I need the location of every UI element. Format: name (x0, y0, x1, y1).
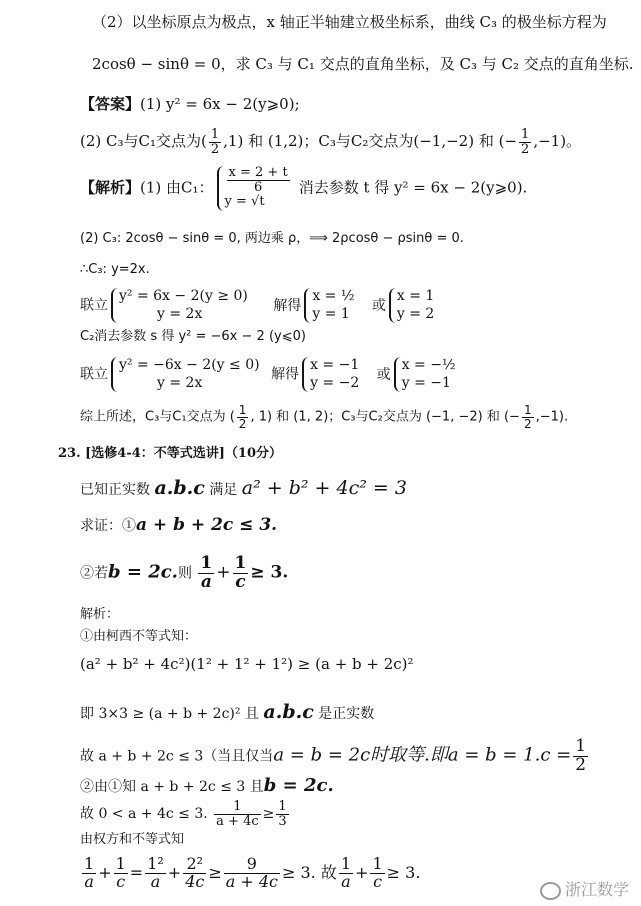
system-label: 联立 (80, 366, 108, 383)
watermark (540, 877, 629, 900)
q23-given: 已知正实数 a.b.c 满足 a² + b² + 4c² = 3 (80, 477, 407, 499)
c3-polar-line: (2) C₃: 2cosθ − sinθ = 0, 两边乘 ρ，⟹ 2ρcosθ − ρsinθ = 0. (80, 231, 464, 246)
solution-4: x = −½ y = −1 (394, 357, 460, 392)
answer1-text: (1) y² = 6x − 2(y⩾0); (140, 95, 300, 113)
system-label: 联立 (80, 297, 108, 314)
solve-label: 解得 (273, 297, 302, 314)
q23-analysis-label: 解析： (80, 607, 120, 622)
solution-2: x = 1 y = 2 (389, 288, 438, 323)
q23-step4: 故 0 < a + 4c ≤ 3. $\frac{1}{a + 4c}$ ≥ $\frac{1}{3}$ (80, 799, 287, 829)
system-c3-c2 (80, 357, 463, 392)
answer2-part-a: (2) C₃与C₁交点为( (80, 132, 207, 151)
q23-cauchy-ineq: (a² + b² + 4c²)(1² + 1² + 1²) ≥ (a + b + 2c)² (80, 655, 414, 673)
q22-part2-line2: 2cosθ − sinθ = 0，求 C₃ 与 C₁ 交点的直角坐标，及 C₃ 与 C₂ 交点的直角坐标. (92, 55, 634, 73)
c3-rect-line: ∴C₃: y=2x. (80, 262, 150, 277)
q22-analysis-line1 (80, 166, 527, 211)
answer2-part-b: ,1) 和 (1,2)；C₃与C₂交点为(−1,−2) 和 (− (223, 132, 518, 151)
given-vars: a.b.c (154, 477, 205, 499)
q23-step3: ②由①知 a + b + 2c ≤ 3 且b = 2c. (80, 775, 334, 796)
prove2-cond: b = 2c. (108, 561, 178, 583)
sys1-y: y = √t (224, 194, 265, 210)
c2-elimination-line: C₂消去参数 s 得 y² = −6x − 2 (y⩽0) (80, 329, 306, 344)
solution-1: x = ½ y = 1 (304, 288, 358, 323)
q22-answer-line2 (80, 128, 581, 156)
analysis-label: 【解析】 (80, 178, 141, 197)
system-equations: y² = −6x − 2(y ≤ 0) y = 2x (111, 357, 264, 392)
system-c3-c1 (80, 288, 441, 323)
prove1-ineq: a + b + 2c ≤ 3. (136, 515, 278, 535)
fraction-half: $\frac{1}{2}$ (521, 127, 530, 157)
frac-1-over-a: $\frac{1}{a}$ (200, 553, 213, 592)
q23-final-line: $\frac{1}{a}$ + $\frac{1}{c}$ = $\frac{\text{1²}}{a}$ + $\frac{\text{2²}}{4c}$ ≥ $\frac{9}{a + 4c}$ ≥ 3. 故 $\frac{1}{a}$ + $\frac{1}{c}$ ≥ 3. (84, 854, 421, 891)
q22-part2-line1: （2）以坐标原点为极点，x 轴正半轴建立极坐标系，曲线 C₃ 的极坐标方程为 (92, 13, 607, 31)
fraction-half: $\frac{1}{2}$ (575, 736, 587, 775)
analysis1-part-a: (1) 由C₁： (140, 178, 214, 197)
q23-cauchy-label: ①由柯西不等式知： (80, 629, 198, 644)
or-label: 或 (376, 366, 391, 383)
given-equation: a² + b² + 4c² = 3 (241, 477, 407, 499)
answer2-part-c: ,−1)。 (533, 132, 582, 151)
watermark-text: 浙江数学 (564, 880, 629, 899)
param-system-c1 (217, 166, 296, 211)
summary-line: 综上所述，C₃与C₁交点为 ( $\frac{1}{2}$ , 1) 和 (1, 2)；C₃与C₂交点为 (−1, −2) 和 (− $\frac{1}{2}$ ,−1). (80, 403, 569, 431)
q23-prove2: ②若b = 2c.则 $\frac{1}{a}$ + $\frac{1}{c}$ ≥ 3. (80, 553, 289, 592)
q22-answer-line1 (80, 96, 300, 113)
frac-1-over-c: $\frac{1}{c}$ (234, 553, 247, 592)
q23-prove1: 求证：①a + b + 2c ≤ 3. (80, 515, 278, 535)
fraction-half: $\frac{1}{2}$ (210, 127, 220, 157)
fraction-half: $\frac{1}{2}$ (523, 403, 532, 431)
or-label: 或 (371, 297, 386, 314)
analysis1-part-b: 消去参数 t 得 y² = 6x − 2(y⩾0). (298, 178, 528, 197)
solve-label: 解得 (271, 366, 300, 383)
wechat-icon (540, 882, 561, 900)
solution-3: x = −1 y = −2 (302, 357, 363, 392)
q23-step1: 即 3×3 ≥ (a + b + 2c)² 且 a.b.c 是正实数 (80, 701, 375, 723)
answer-label: 【答案】 (80, 95, 141, 113)
q23-step2: 故 a + b + 2c ≤ 3（当且仅当a = b = 2c时取等.即a = b = 1.c = $\frac{1}{2}$ (80, 736, 587, 775)
sys1-x-frac: x = 2 + t 6 (228, 165, 288, 195)
system-equations: y² = 6x − 2(y ≥ 0) y = 2x (111, 288, 252, 323)
q23-power-label: 由权方和不等式知 (80, 832, 185, 847)
q23-heading: 23. [选修4-4：不等式选讲]（10分） (58, 446, 283, 461)
fraction-half: $\frac{1}{2}$ (238, 403, 247, 431)
